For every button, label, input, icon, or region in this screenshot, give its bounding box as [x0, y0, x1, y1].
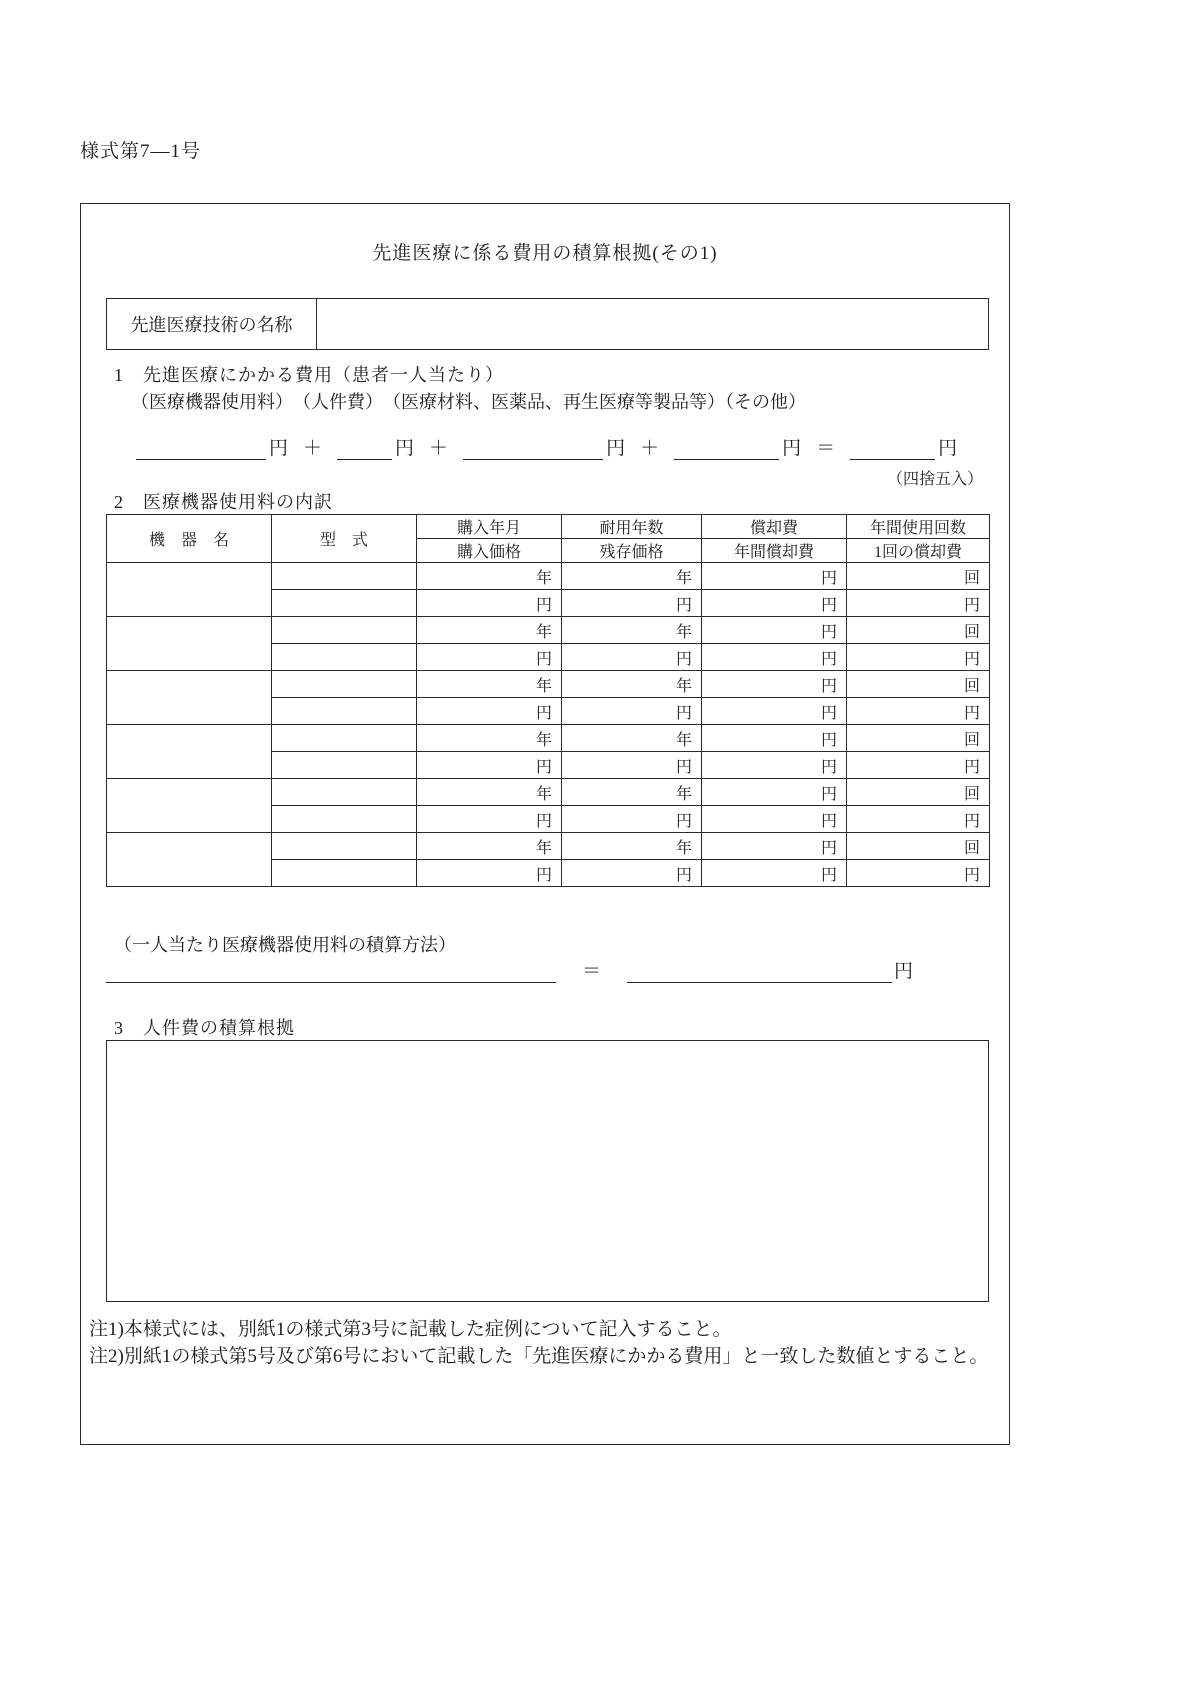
per-use-depreciation-cell[interactable]: 円 [847, 860, 990, 887]
header-residual-value: 残存価格 [562, 539, 702, 563]
residual-value-cell[interactable]: 円 [562, 698, 702, 725]
annual-uses-cell[interactable]: 回 [847, 725, 990, 752]
depreciation-cell[interactable]: 円 [702, 563, 847, 590]
header-useful-years: 耐用年数 [562, 515, 702, 539]
purchase-date-cell[interactable]: 年 [417, 779, 562, 806]
technology-name-field[interactable] [317, 299, 988, 349]
residual-value-cell[interactable]: 円 [562, 806, 702, 833]
annual-depreciation-cell[interactable]: 円 [702, 644, 847, 671]
equipment-row-top [107, 563, 990, 590]
annual-uses-cell[interactable]: 回 [847, 779, 990, 806]
yen-label-6: 円 [894, 961, 914, 983]
purchase-price-cell[interactable]: 円 [417, 644, 562, 671]
equipment-row-top [107, 833, 990, 860]
notes-block [89, 1316, 1011, 1370]
form-border-box [80, 203, 1010, 1445]
annual-depreciation-cell[interactable]: 円 [702, 590, 847, 617]
equipment-name-cell[interactable] [107, 725, 272, 779]
method-result-blank[interactable] [627, 961, 892, 983]
useful-years-cell[interactable]: 年 [562, 779, 702, 806]
materials-cost-blank[interactable] [463, 438, 603, 460]
rounding-note: （四捨五入） [887, 471, 984, 488]
depreciation-cell[interactable]: 円 [702, 725, 847, 752]
cost-formula [136, 438, 957, 460]
model-cell-lower[interactable] [272, 590, 417, 617]
plus-sign-1: ＋ [303, 438, 323, 460]
annual-uses-cell[interactable]: 回 [847, 617, 990, 644]
residual-value-cell[interactable]: 円 [562, 860, 702, 887]
total-cost-blank[interactable] [850, 438, 935, 460]
equals-sign-1: ＝ [816, 438, 836, 460]
model-cell-lower[interactable] [272, 752, 417, 779]
personnel-cost-blank[interactable] [337, 438, 392, 460]
purchase-price-cell[interactable]: 円 [417, 806, 562, 833]
header-model: 型 式 [272, 515, 417, 563]
equipment-table-header [107, 515, 990, 563]
purchase-date-cell[interactable]: 年 [417, 833, 562, 860]
equipment-name-cell[interactable] [107, 563, 272, 617]
depreciation-cell[interactable]: 円 [702, 833, 847, 860]
annual-depreciation-cell[interactable]: 円 [702, 752, 847, 779]
annual-depreciation-cell[interactable]: 円 [702, 698, 847, 725]
method-formula [106, 961, 913, 983]
equipment-row-top [107, 725, 990, 752]
model-cell[interactable] [272, 779, 417, 806]
header-depreciation: 償却費 [702, 515, 847, 539]
header-per-use-depreciation: 1回の償却費 [847, 539, 990, 563]
equals-sign-2: ＝ [582, 961, 602, 983]
technology-name-label: 先進医療技術の名称 [107, 299, 317, 349]
purchase-price-cell[interactable]: 円 [417, 752, 562, 779]
per-use-depreciation-cell[interactable]: 円 [847, 644, 990, 671]
personnel-cost-box[interactable] [106, 1040, 989, 1302]
equipment-table-body [107, 563, 990, 887]
annual-uses-cell[interactable]: 回 [847, 671, 990, 698]
section2-heading: 2 医療機器使用料の内訳 [114, 492, 333, 512]
depreciation-cell[interactable]: 円 [702, 617, 847, 644]
model-cell[interactable] [272, 833, 417, 860]
yen-label-1: 円 [269, 438, 289, 460]
purchase-date-cell[interactable]: 年 [417, 617, 562, 644]
model-cell-lower[interactable] [272, 860, 417, 887]
residual-value-cell[interactable]: 円 [562, 590, 702, 617]
note-1: 注1)本様式には、別紙1の様式第3号に記載した症例について記入すること。 [89, 1319, 732, 1340]
note-2: 注2)別紙1の様式第5号及び第6号において記載した「先進医療にかかる費用」と一致した数値とすること。 [89, 1346, 989, 1367]
equipment-name-cell[interactable] [107, 617, 272, 671]
useful-years-cell[interactable]: 年 [562, 671, 702, 698]
method-expression-blank[interactable] [106, 961, 556, 983]
useful-years-cell[interactable]: 年 [562, 563, 702, 590]
equipment-name-cell[interactable] [107, 833, 272, 887]
equipment-name-cell[interactable] [107, 779, 272, 833]
model-cell[interactable] [272, 617, 417, 644]
residual-value-cell[interactable]: 円 [562, 752, 702, 779]
yen-label-2: 円 [395, 438, 415, 460]
model-cell-lower[interactable] [272, 644, 417, 671]
yen-label-3: 円 [606, 438, 626, 460]
purchase-date-cell[interactable]: 年 [417, 725, 562, 752]
header-annual-uses: 年間使用回数 [847, 515, 990, 539]
depreciation-cell[interactable]: 円 [702, 779, 847, 806]
purchase-date-cell[interactable]: 年 [417, 671, 562, 698]
equipment-name-cell[interactable] [107, 671, 272, 725]
model-cell[interactable] [272, 563, 417, 590]
device-fee-blank[interactable] [136, 438, 266, 460]
residual-value-cell[interactable]: 円 [562, 644, 702, 671]
model-cell[interactable] [272, 725, 417, 752]
yen-label-5: 円 [938, 438, 958, 460]
model-cell-lower[interactable] [272, 806, 417, 833]
per-use-depreciation-cell[interactable]: 円 [847, 752, 990, 779]
per-use-depreciation-cell[interactable]: 円 [847, 806, 990, 833]
annual-depreciation-cell[interactable]: 円 [702, 860, 847, 887]
purchase-price-cell[interactable]: 円 [417, 698, 562, 725]
header-annual-depreciation: 年間償却費 [702, 539, 847, 563]
section1-heading: 1 先進医療にかかる費用（患者一人当たり） [114, 365, 504, 385]
form-title: 先進医療に係る費用の積算根拠(その1) [372, 243, 718, 264]
model-cell[interactable] [272, 671, 417, 698]
yen-label-4: 円 [782, 438, 802, 460]
plus-sign-3: ＋ [640, 438, 660, 460]
form-number: 様式第7―1号 [80, 141, 202, 162]
equipment-row-top [107, 779, 990, 806]
plus-sign-2: ＋ [429, 438, 449, 460]
technology-name-row [106, 298, 989, 350]
annual-uses-cell[interactable]: 回 [847, 833, 990, 860]
useful-years-cell[interactable]: 年 [562, 725, 702, 752]
equipment-table [106, 514, 990, 887]
per-use-depreciation-cell[interactable]: 円 [847, 590, 990, 617]
header-purchase-date: 購入年月 [417, 515, 562, 539]
purchase-date-cell[interactable]: 年 [417, 563, 562, 590]
model-cell-lower[interactable] [272, 698, 417, 725]
depreciation-cell[interactable]: 円 [702, 671, 847, 698]
useful-years-cell[interactable]: 年 [562, 833, 702, 860]
purchase-price-cell[interactable]: 円 [417, 860, 562, 887]
section3-heading: 3 人件費の積算根拠 [114, 1018, 295, 1038]
section1-cost-items: （医療機器使用料） （人件費） （医療材料、医薬品、再生医療等製品等）（その他） [131, 392, 806, 412]
per-use-depreciation-cell[interactable]: 円 [847, 698, 990, 725]
useful-years-cell[interactable]: 年 [562, 617, 702, 644]
header-purchase-price: 購入価格 [417, 539, 562, 563]
annual-uses-cell[interactable]: 回 [847, 563, 990, 590]
header-equipment-name: 機 器 名 [107, 515, 272, 563]
method-label: （一人当たり医療機器使用料の積算方法） [114, 935, 456, 955]
purchase-price-cell[interactable]: 円 [417, 590, 562, 617]
equipment-row-top [107, 671, 990, 698]
equipment-row-top [107, 617, 990, 644]
annual-depreciation-cell[interactable]: 円 [702, 806, 847, 833]
other-cost-blank[interactable] [674, 438, 779, 460]
